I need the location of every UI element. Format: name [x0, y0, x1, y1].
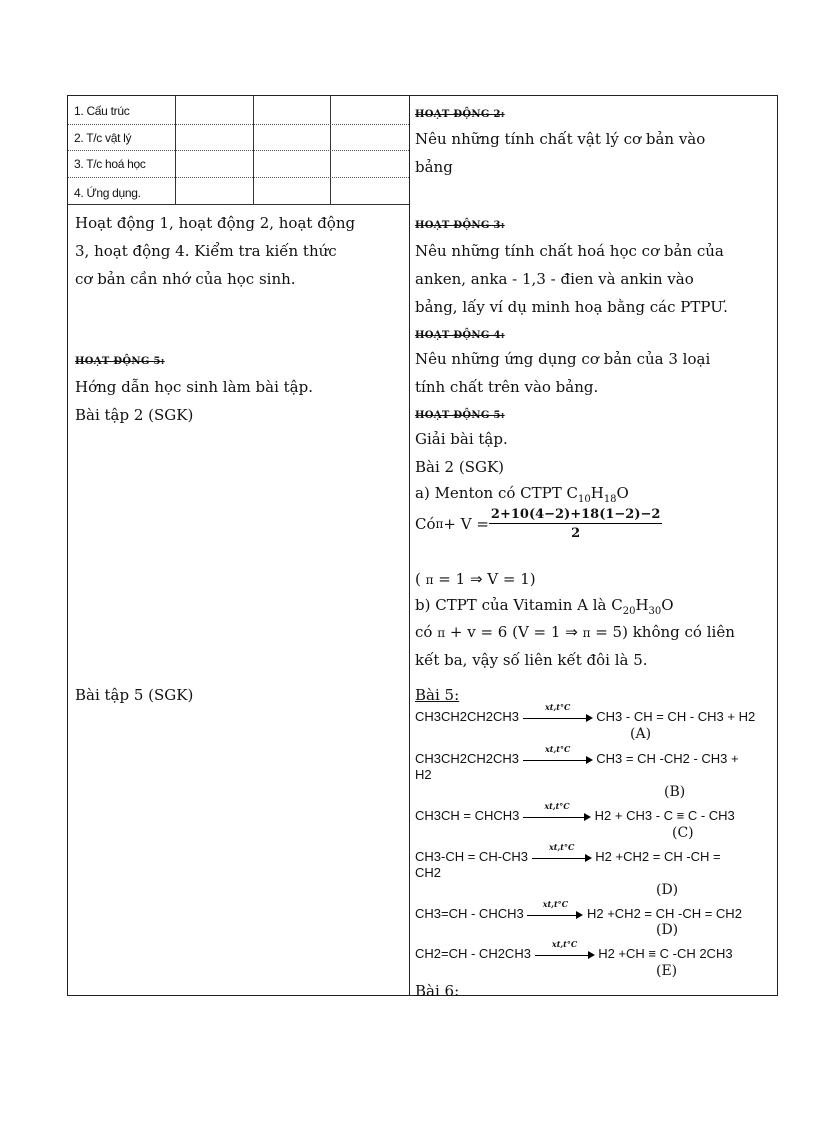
left-activity-5-heading: HOẠT ĐỘNG 5:	[75, 356, 165, 367]
reaction-4-label: (D)	[656, 882, 679, 898]
reaction-5: CH3=CH - CHCH3 xt,t°C H2 +CH2 = CH -CH = CH2	[415, 898, 742, 921]
solve-exercises: Giải bài tập.	[415, 430, 508, 448]
reaction-arrow-icon: xt,t°C	[523, 812, 591, 822]
reaction-arrow-icon: xt,t°C	[523, 755, 593, 765]
table-row-structure: 1. Cấu trúc	[74, 104, 130, 118]
activity-4-heading: HOẠT ĐỘNG 4:	[415, 330, 505, 341]
vitamin-a-equation: có π + v = 6 (V = 1 ⇒ π = 5) không có liên	[415, 623, 735, 641]
implies-icon: ⇒	[469, 571, 483, 588]
reaction-arrow-icon: xt,t°C	[527, 910, 583, 920]
exercise-2-title: Bài 2 (SGK)	[415, 458, 505, 476]
left-activity-5-text: Hớng dẫn học sinh làm bài tập.	[75, 378, 313, 396]
pi-v-fraction: $\frac{2+10(4-2)+18(1-2)-2}{2}$	[490, 507, 661, 541]
column-divider	[409, 95, 410, 996]
reaction-2-continuation: H2	[415, 767, 432, 782]
activity-2-heading: HOẠT ĐỘNG 2:	[415, 109, 505, 120]
activity-4-line-1: Nêu những ứng dụng cơ bản của 3 loại	[415, 350, 711, 368]
reaction-5-label: (D)	[656, 922, 679, 938]
menton-formula: a) Menton có CTPT $C_{10}H_{18}O$	[415, 484, 629, 505]
table-row-line	[68, 177, 409, 178]
activity-3-heading: HOẠT ĐỘNG 3:	[415, 220, 505, 231]
left-exercise-5: Bài tập 5 (SGK)	[75, 686, 194, 704]
implies-icon: ⇒	[565, 624, 578, 641]
table-row-physical: 2. T/c vật lý	[74, 131, 132, 145]
reaction-2-label: (B)	[664, 784, 686, 800]
exercise-6-title: Bài 6:	[415, 982, 460, 1000]
table-row-chemical: 3. T/c hoá học	[74, 157, 146, 171]
vitamin-a-conclusion: kết ba, vậy số liên kết đôi là 5.	[415, 651, 648, 669]
reaction-6: CH2=CH - CH2CH3 xt,t°C H2 +CH ≡ C -CH 2CH3	[415, 938, 733, 961]
reaction-3-label: (C)	[672, 825, 694, 841]
activity-3-line-2: anken, anka - 1,3 - đien và ankin vào	[415, 270, 694, 288]
reaction-6-label: (E)	[656, 963, 678, 979]
activity-3-line-1: Nêu những tính chất hoá học cơ bản của	[415, 242, 724, 260]
left-intro-line-2: 3, hoạt động 4. Kiểm tra kiến thức	[75, 242, 337, 260]
reaction-arrow-icon: xt,t°C	[532, 853, 592, 863]
table-row-line	[68, 124, 409, 125]
left-intro-line-1: Hoạt động 1, hoạt động 2, hoạt động	[75, 214, 356, 232]
reaction-2: CH3CH2CH2CH3 xt,t°C CH3 = CH -CH2 - CH3 +	[415, 743, 739, 766]
reaction-1-label: (A)	[630, 726, 652, 742]
pi-v-equation: Có π + V = $\frac{2+10(4-2)+18(1-2)-2}{2}$	[415, 507, 661, 541]
reaction-1: CH3CH2CH2CH3 xt,t°C CH3 - CH = CH - CH3 + H2	[415, 701, 756, 724]
activity-2-line-2: bảng	[415, 158, 453, 176]
exercise-5-title: Bài 5:	[415, 686, 460, 704]
reaction-arrow-icon: xt,t°C	[523, 713, 593, 723]
pi-result: ( π = 1 ⇒ V = 1)	[415, 570, 536, 588]
reaction-4: CH3-CH = CH-CH3 xt,t°C H2 +CH2 = CH -CH =	[415, 841, 721, 864]
reaction-4-continuation: CH2	[415, 865, 442, 880]
reaction-3: CH3CH = CHCH3 xt,t°C H2 + CH3 - C ≡ C - CH3	[415, 800, 735, 823]
table-row-line	[68, 150, 409, 151]
vitamin-a-formula: b) CTPT của Vitamin A là $C_{20}H_{30}O$	[415, 596, 674, 617]
activity-3-line-3: bảng, lấy ví dụ minh hoạ bằng các PTPƯ.	[415, 298, 728, 316]
activity-4-line-2: tính chất trên vào bảng.	[415, 378, 599, 396]
table-bottom-line	[68, 204, 409, 205]
left-intro-line-3: cơ bản cần nhớ của học sinh.	[75, 270, 296, 288]
activity-5-heading: HOẠT ĐỘNG 5:	[415, 410, 505, 421]
table-row-application: 4. Ứng dụng.	[74, 186, 141, 200]
activity-2-line-1: Nêu những tính chất vật lý cơ bản vào	[415, 130, 706, 148]
left-exercise-2: Bài tập 2 (SGK)	[75, 406, 194, 424]
reaction-arrow-icon: xt,t°C	[535, 950, 595, 960]
